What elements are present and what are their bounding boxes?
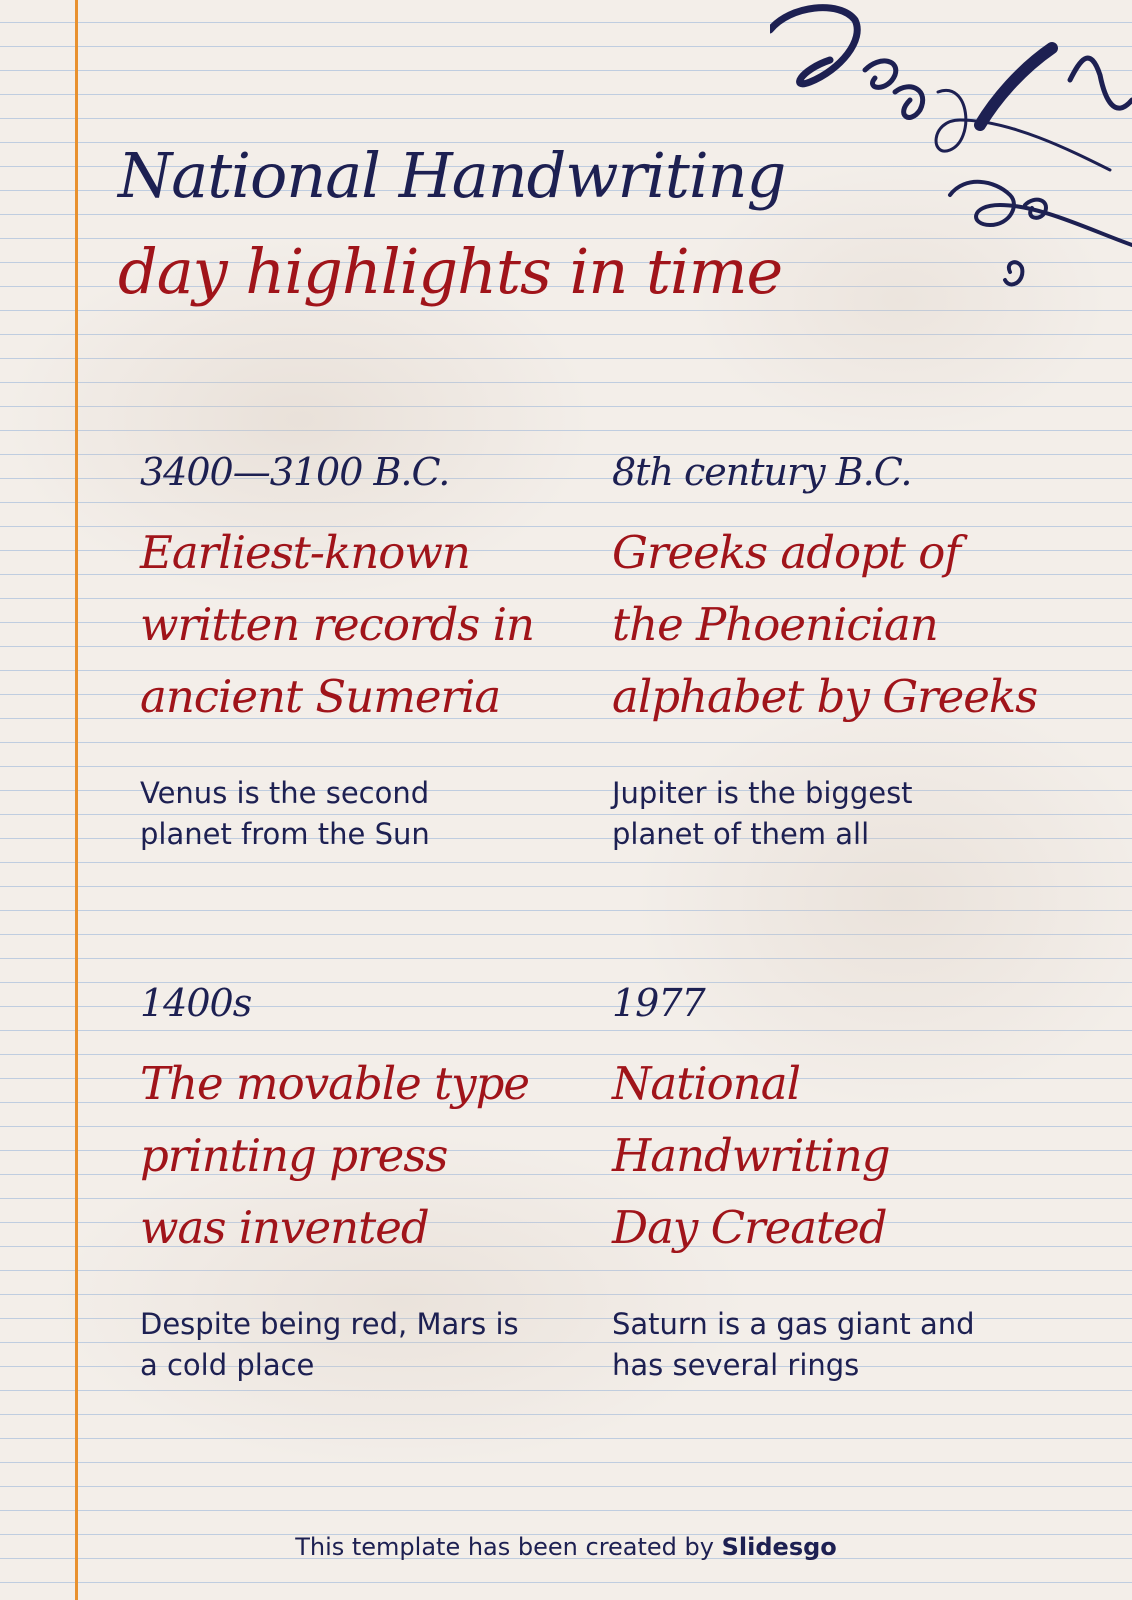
timeline-item-1 — [140, 447, 580, 855]
timeline-date: 3400—3100 B.C. — [140, 450, 450, 494]
headline-line: Earliest-known — [140, 526, 470, 579]
timeline-date: 1400s — [140, 981, 252, 1025]
timeline-headline — [140, 1048, 580, 1264]
description-line: Despite being red, Mars is — [140, 1307, 519, 1341]
footer-credit — [0, 1533, 1132, 1561]
description-line: planet of them all — [612, 817, 870, 851]
headline-line: was invented — [140, 1201, 429, 1254]
headline-line: The movable type — [140, 1057, 530, 1110]
timeline-headline — [612, 1048, 1052, 1264]
description-line: Saturn is a gas giant and — [612, 1307, 975, 1341]
headline-line: Handwriting — [612, 1129, 890, 1182]
description-line: Jupiter is the biggest — [612, 776, 913, 810]
timeline-description — [612, 1304, 1052, 1386]
title-line-1: National Handwriting — [118, 139, 786, 212]
headline-line: alphabet by Greeks — [612, 670, 1038, 723]
timeline-description — [140, 773, 580, 855]
timeline-date: 1977 — [612, 981, 705, 1025]
headline-line: Greeks adopt of — [612, 526, 961, 579]
headline-line: Day Created — [612, 1201, 887, 1254]
description-line: a cold place — [140, 1348, 315, 1382]
headline-line: ancient Sumeria — [140, 670, 501, 723]
page-title — [118, 128, 785, 320]
headline-line: the Phoenician — [612, 598, 938, 651]
timeline-item-3 — [140, 978, 580, 1386]
headline-line: written records in — [140, 598, 535, 651]
timeline-date: 8th century B.C. — [612, 450, 912, 494]
footer-credit-text: This template has been created by — [295, 1533, 722, 1561]
description-line: has several rings — [612, 1348, 860, 1382]
title-line-2: day highlights in time — [118, 235, 783, 308]
footer-brand-link[interactable]: Slidesgo — [721, 1533, 837, 1561]
headline-line: National — [612, 1057, 800, 1110]
ink-flourish-illustration — [770, 0, 1132, 310]
timeline-item-4 — [612, 978, 1052, 1386]
timeline-description — [612, 773, 1052, 855]
description-line: Venus is the second — [140, 776, 430, 810]
headline-line: printing press — [140, 1129, 448, 1182]
timeline-description — [140, 1304, 580, 1386]
notebook-margin-line — [75, 0, 78, 1600]
timeline-headline — [612, 517, 1052, 733]
description-line: planet from the Sun — [140, 817, 430, 851]
timeline-item-2 — [612, 447, 1052, 855]
timeline-headline — [140, 517, 580, 733]
